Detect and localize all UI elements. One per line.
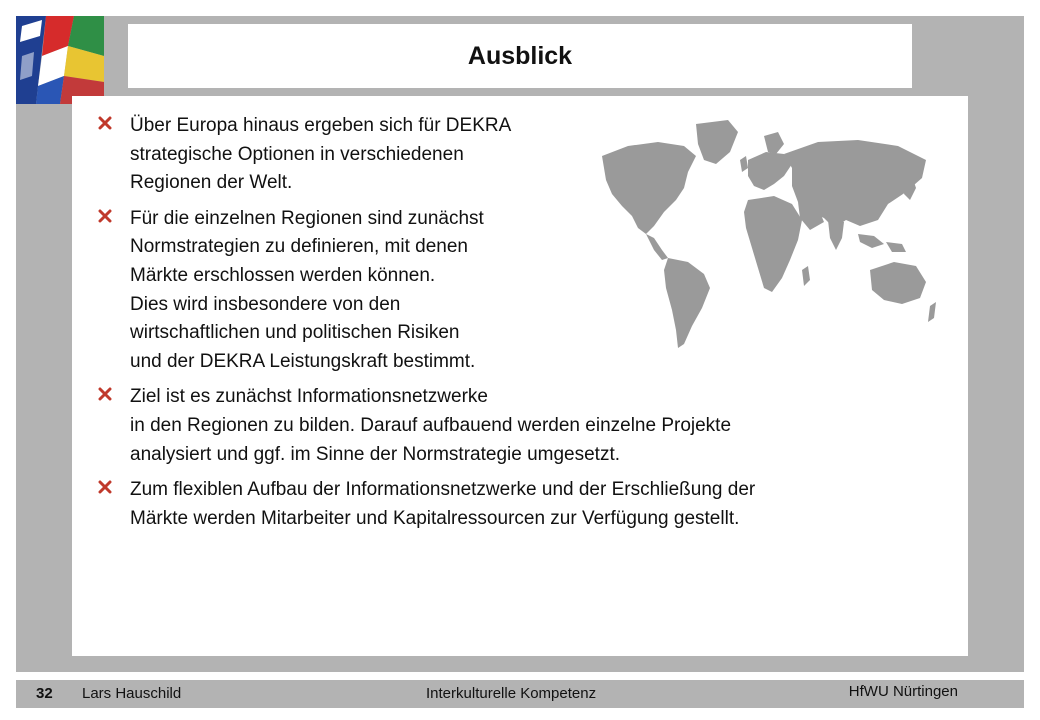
bullet-list	[72, 112, 968, 540]
bullet-line: wirtschaftlichen und politischen Risiken	[130, 322, 460, 344]
bullet-item	[72, 205, 968, 377]
slide-title: Ausblick	[467, 41, 573, 70]
bullet-line: Für die einzelnen Regionen sind zunächst	[130, 207, 484, 229]
bullet-line: Ziel ist es zunächst Informationsnetzwerke	[130, 386, 488, 408]
author-name: Lars Hauschild	[82, 685, 182, 702]
flags-icon	[16, 16, 104, 104]
bullet-line: Märkte erschlossen werden können.	[130, 264, 436, 286]
red-x-bullet-icon	[98, 116, 112, 130]
bullet-line: analysiert und ggf. im Sinne der Normstrategie umgesetzt.	[130, 443, 621, 465]
red-x-bullet-icon	[98, 209, 112, 223]
bullet-line: Zum flexiblen Aufbau der Informationsnetzwerke und der Erschließung der	[130, 479, 756, 501]
bullet-line: Regionen der Welt.	[130, 172, 293, 194]
bullet-item	[72, 476, 968, 533]
bullet-line: Normstrategien zu definieren, mit denen	[130, 236, 468, 258]
bullet-item	[72, 112, 968, 198]
bullet-item	[72, 383, 968, 469]
red-x-bullet-icon	[98, 387, 112, 401]
content-panel	[72, 96, 968, 656]
footer-bar	[16, 680, 1024, 708]
institution-name: HfWU Nürtingen	[848, 683, 958, 700]
bullet-line: in den Regionen zu bilden. Darauf aufbauend werden einzelne Projekte	[130, 414, 732, 436]
bullet-line: und der DEKRA Leistungskraft bestimmt.	[130, 350, 476, 372]
slide-frame	[16, 16, 1024, 672]
bullet-line: strategische Optionen in verschiedenen	[130, 143, 464, 165]
red-x-bullet-icon	[98, 480, 112, 494]
page-number: 32	[36, 685, 53, 702]
flags-image	[16, 16, 104, 104]
bullet-line: Dies wird insbesondere von den	[130, 293, 401, 315]
course-title: Interkulturelle Kompetenz	[426, 685, 597, 702]
title-box	[128, 24, 912, 88]
bullet-line: Märkte werden Mitarbeiter und Kapitalressourcen zur Verfügung gestellt.	[130, 507, 740, 529]
bullet-line: Über Europa hinaus ergeben sich für DEKRA	[130, 115, 512, 136]
